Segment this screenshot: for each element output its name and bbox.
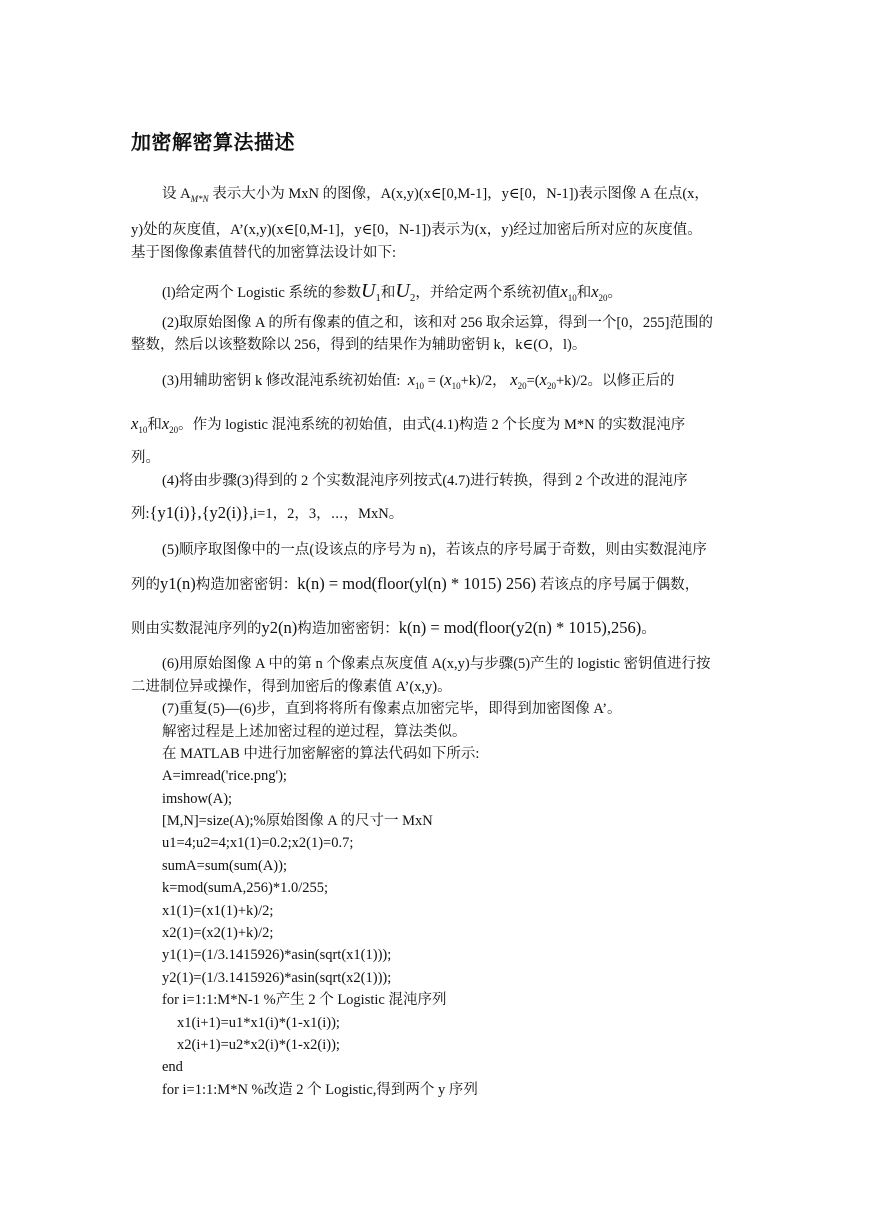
- eq-x20: x: [539, 370, 547, 389]
- param-u2: U: [395, 280, 410, 302]
- code-line: end: [162, 1059, 183, 1075]
- matrix-subscript: M*N: [190, 193, 209, 204]
- code-line: y2(1)=(1/3.1415926)*asin(sqrt(x2(1)));: [162, 970, 392, 986]
- step-3-text: 和: [147, 417, 162, 433]
- init-x10: x: [560, 282, 568, 301]
- code-line: A=imread('rice.png');: [162, 768, 287, 784]
- code-intro: 在 MATLAB 中进行加密解密的算法代码如下所示:: [162, 746, 480, 762]
- param-u1-sub: 1: [375, 291, 381, 304]
- sequence-y1: y1(n): [160, 574, 196, 593]
- eq-x20-sub: 20: [169, 424, 179, 435]
- code-line: x2(i+1)=u2*x2(i)*(1-x2(i));: [177, 1037, 340, 1053]
- eq-x10-sub: 10: [451, 380, 461, 391]
- step-2-line-2: 整数，然后以该整数除以 256，得到的结果作为辅助密钥 k，k∈(O，l)。: [131, 337, 587, 353]
- step-1-text: 和: [380, 285, 396, 301]
- step-5-text: 。: [641, 621, 656, 637]
- step-5-line-2: [131, 573, 699, 596]
- eq-x10: x: [444, 370, 452, 389]
- eq-x20-sub: 20: [517, 380, 527, 391]
- eq-x20-sub: 20: [546, 380, 556, 391]
- page-title: 加密解密算法描述: [131, 130, 295, 154]
- step-6-line-2: 二进制位异或操作，得到加密后的像素值 A’(x,y)。: [131, 679, 452, 695]
- step-5-text: 则由实数混沌序列的: [131, 621, 262, 637]
- eq-text: +k)/2。以修正后的: [555, 373, 675, 389]
- step-5-text: 构造加密密钥：: [297, 621, 399, 637]
- code-line: u1=4;u2=4;x1(1)=0.2;x2(1)=0.7;: [162, 835, 354, 851]
- step-4-line-1: (4)将由步骤(3)得到的 2 个实数混沌序列按式(4.7)进行转换，得到 2 个改进的混沌序: [162, 473, 688, 489]
- eq-x10: x: [407, 370, 416, 389]
- step-6-line-1: (6)用原始图像 A 中的第 n 个像素点灰度值 A(x,y)与步骤(5)产生的 logistic 密钥值进行按: [162, 656, 711, 672]
- intro-text: 设 A: [162, 186, 191, 202]
- code-line: imshow(A);: [162, 791, 233, 807]
- param-u2-sub: 2: [409, 291, 416, 304]
- init-x20: x: [591, 282, 599, 301]
- eq-text: +k)/2，: [460, 373, 507, 389]
- step-5-line-3: [131, 617, 656, 640]
- init-x10-sub: 10: [567, 292, 577, 303]
- step-4-text: ,i=1，2，3，⋯，MxN。: [249, 506, 404, 522]
- step-5-text: 列的: [131, 577, 160, 593]
- decrypt-note: 解密过程是上述加密过程的逆过程，算法类似。: [162, 724, 467, 740]
- intro-line-3: 基于图像像素值替代的加密算法设计如下:: [131, 245, 397, 261]
- eq-x10-sub: 10: [415, 380, 425, 391]
- code-line: [M,N]=size(A);%原始图像 A 的尺寸一 MxN: [162, 813, 433, 829]
- step-5-text: 构造加密密钥：: [195, 577, 298, 593]
- eq-x10-sub: 10: [138, 424, 148, 435]
- init-x20-sub: 20: [598, 292, 608, 303]
- eq-x10: x: [131, 414, 139, 433]
- intro-line-1: [162, 183, 709, 210]
- step-7: (7)重复(5)—(6)步，直到将将所有像素点加密完毕，即得到加密图像 A’。: [162, 701, 622, 717]
- step-1-text: 和: [576, 285, 592, 301]
- code-line: x1(1)=(x1(1)+k)/2;: [162, 903, 274, 919]
- step-5-text: 若该点的序号属于偶数，: [539, 577, 700, 593]
- code-line: for i=1:1:M*N-1 %产生 2 个 Logistic 混沌序列: [162, 992, 447, 1008]
- param-u1: U: [360, 280, 376, 302]
- step-4-line-2: [131, 502, 403, 525]
- key-formula-even: k(n) = mod(floor(y2(n) * 1015),256): [398, 618, 642, 637]
- code-line: sumA=sum(sum(A));: [162, 858, 287, 874]
- code-line: for i=1:1:M*N %改造 2 个 Logistic,得到两个 y 序列: [162, 1082, 478, 1098]
- eq-text: = (: [424, 373, 445, 389]
- sequence-set: {y1(i)},{y2(i)}: [149, 503, 250, 522]
- step-4-text: 列:: [131, 506, 150, 522]
- code-line: x2(1)=(x2(1)+k)/2;: [162, 925, 274, 941]
- step-5-line-1: (5)顺序取图像中的一点(设该点的序号为 n)，若该点的序号属于奇数，则由实数混沌序: [162, 542, 707, 558]
- step-1-text: 。: [607, 285, 623, 301]
- step-1-text: ，并给定两个系统初值: [415, 285, 561, 301]
- step-3-text: (3)用辅助密钥 k 修改混沌系统初始值:: [162, 373, 401, 389]
- eq-x20: x: [161, 414, 170, 433]
- step-2-line-1: (2)取原始图像 A 的所有像素的值之和，该和对 256 取余运算，得到一个[0，255]范围的: [162, 315, 713, 331]
- eq-text: =(: [526, 373, 540, 389]
- step-1: [162, 280, 622, 309]
- intro-line-2: y)处的灰度值，A’(x,y)(x∈[0,M-1]，y∈[0，N-1])表示为(x，y)经过加密后所对应的灰度值。: [131, 222, 702, 238]
- key-formula-odd: k(n) = mod(floor(yl(n) * 1015) 256): [297, 574, 537, 593]
- step-3-line-3: 列。: [131, 450, 160, 466]
- code-line: x1(i+1)=u1*x1(i)*(1-x1(i));: [177, 1015, 340, 1031]
- eq-x20: x: [510, 370, 518, 389]
- sequence-y2: y2(n): [261, 618, 298, 637]
- code-line: k=mod(sumA,256)*1.0/255;: [162, 880, 329, 896]
- step-3-line-2: [131, 413, 685, 441]
- intro-text: 表示大小为 MxN 的图像，A(x,y)(x∈[0,M-1]，y∈[0，N-1])表示图像 A 在点(x，: [208, 186, 709, 202]
- step-1-text: (l)给定两个 Logistic 系统的参数: [162, 285, 361, 301]
- step-3-text: 。作为 logistic 混沌系统的初始值，由式(4.1)构造 2 个长度为 M*N 的实数混沌序: [178, 417, 686, 433]
- code-line: y1(1)=(1/3.1415926)*asin(sqrt(x1(1)));: [162, 947, 392, 963]
- step-3-line-1: [162, 369, 675, 397]
